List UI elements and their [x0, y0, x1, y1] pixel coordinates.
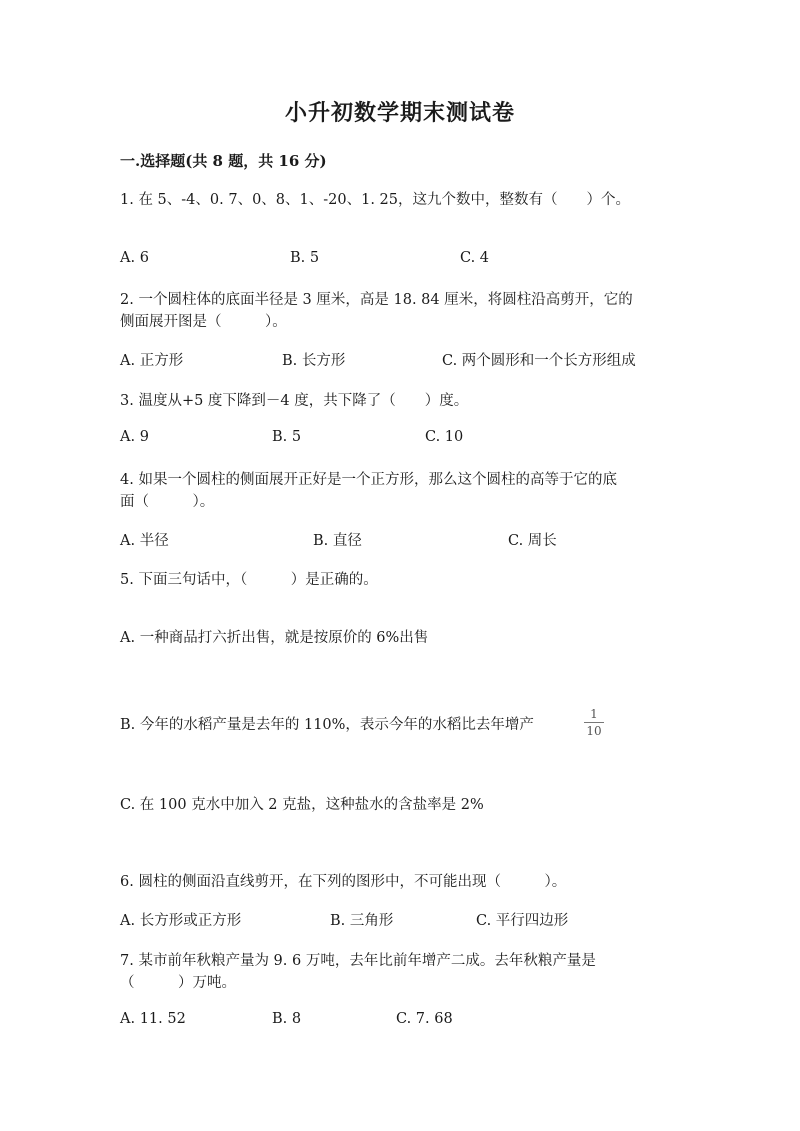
- question-2-stem-line1: 2. 一个圆柱体的底面半径是 3 厘米，高是 18. 84 厘米，将圆柱沿高剪开，它的: [120, 292, 633, 308]
- question-5-stem: 5. 下面三句话中，（ ）是正确的。: [120, 572, 378, 588]
- question-6-option-b: B. 三角形: [330, 913, 394, 929]
- question-4-stem-line2: 面（ ）。: [120, 494, 215, 510]
- fraction-denominator: 10: [586, 724, 602, 738]
- question-7-stem-line1: 7. 某市前年秋粮产量为 9. 6 万吨，去年比前年增产二成。去年秋粮产量是: [120, 953, 596, 969]
- question-7-option-c: C. 7. 68: [396, 1011, 453, 1027]
- question-2-option-b: B. 长方形: [282, 353, 346, 369]
- question-5-option-a: A. 一种商品打六折出售，就是按原价的 6%出售: [120, 630, 429, 646]
- question-1-option-c: C. 4: [460, 250, 490, 266]
- question-2-stem-line2: 侧面展开图是（ ）。: [120, 314, 287, 330]
- question-1-option-a: A. 6: [120, 250, 149, 266]
- question-2-option-c: C. 两个圆形和一个长方形组成: [442, 353, 636, 369]
- question-6-option-a: A. 长方形或正方形: [120, 913, 242, 929]
- question-7-option-a: A. 11. 52: [120, 1011, 186, 1027]
- question-6-stem: 6. 圆柱的侧面沿直线剪开，在下列的图形中，不可能出现（ ）。: [120, 874, 567, 890]
- question-4-option-c: C. 周长: [508, 533, 557, 549]
- page-title: 小升初数学期末测试卷: [284, 100, 515, 126]
- question-4-option-b: B. 直径: [313, 533, 362, 549]
- question-4-option-a: A. 半径: [120, 533, 169, 549]
- question-2-option-a: A. 正方形: [120, 353, 184, 369]
- question-7-option-b: B. 8: [272, 1011, 302, 1027]
- question-3-option-a: A. 9: [120, 429, 149, 445]
- section-heading: 一.选择题(共 8 题，共 16 分): [120, 152, 327, 170]
- question-3-option-b: B. 5: [272, 429, 302, 445]
- fraction-numerator: 1: [590, 707, 598, 721]
- question-1-option-b: B. 5: [290, 250, 320, 266]
- question-3-stem: 3. 温度从+5 度下降到－4 度，共下降了（ ）度。: [120, 393, 469, 409]
- question-4-stem-line1: 4. 如果一个圆柱的侧面展开正好是一个正方形，那么这个圆柱的高等于它的底: [120, 472, 617, 488]
- question-5-option-b: B. 今年的水稻产量是去年的 110%，表示今年的水稻比去年增产: [120, 717, 534, 733]
- question-6-option-c: C. 平行四边形: [476, 913, 569, 929]
- question-1-stem: 1. 在 5、-4、0. 7、0、8、1、-20、1. 25，这九个数中，整数有（ ）个。: [120, 192, 630, 208]
- question-7-stem-line2: （ ）万吨。: [120, 975, 236, 991]
- question-5-option-c: C. 在 100 克水中加入 2 克盐，这种盐水的含盐率是 2%: [120, 797, 484, 813]
- fraction-one-tenth: [582, 708, 606, 737]
- question-3-option-c: C. 10: [425, 429, 464, 445]
